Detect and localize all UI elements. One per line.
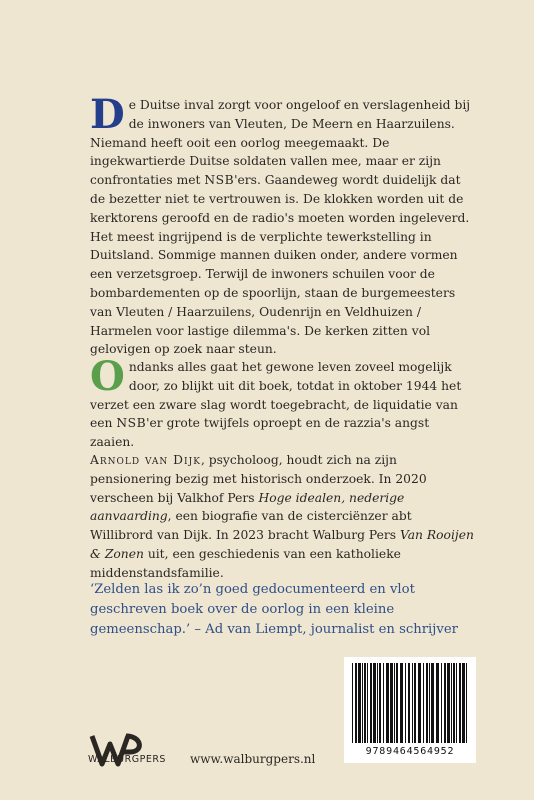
barcode-bar	[383, 663, 384, 743]
book-title-2: Van Rooijen & Zonen	[90, 528, 474, 561]
abbr-nsb: NSB	[204, 173, 235, 188]
barcode-bar	[396, 663, 398, 743]
barcode-bar	[453, 663, 455, 743]
barcode-bar	[379, 663, 381, 743]
bio-text-2: , een biografie van de cisterciënzer abt Willibrord van Dijk. In 2023 bracht Walburg Pers	[90, 509, 412, 543]
abbr-nsb: NSB	[116, 416, 147, 431]
barcode-bar	[466, 663, 467, 743]
barcode-bar	[462, 663, 465, 743]
dropcap-o: O	[90, 353, 125, 400]
barcode-bar	[362, 663, 363, 743]
paragraph-2-text: ndanks alles gaat het gewone leven zoveel mogelijk door, zo blijkt uit dit boek, totdat in oktober 1944 het verzet een zware slag wordt toegebracht, de liquidatie van een	[90, 360, 462, 431]
barcode-bar	[447, 663, 450, 743]
barcode-bar	[418, 663, 421, 743]
barcode-bar	[444, 663, 446, 743]
dropcap-d: D	[90, 91, 125, 138]
barcode-bar	[394, 663, 395, 743]
author-bio	[90, 451, 476, 583]
barcode-bar	[373, 663, 376, 743]
barcode-bar	[358, 663, 361, 743]
author-name: Arnold van Dijk	[90, 453, 201, 467]
barcode-bar	[451, 663, 452, 743]
barcode-bar	[431, 663, 434, 743]
paragraph-2-text-after: 'er grote twijfels oproept en de razzia's angst zaaien.	[90, 416, 430, 450]
paragraph-2	[90, 353, 474, 452]
barcode-bar	[405, 663, 406, 743]
barcode-bar	[456, 663, 457, 743]
barcode-bar	[367, 663, 368, 743]
barcode-bar	[390, 663, 393, 743]
publisher-logo-text: WALBURGPERS	[88, 754, 166, 765]
barcode-bar	[414, 663, 416, 743]
barcode-bars-icon	[344, 661, 476, 747]
barcode-bar	[412, 663, 413, 743]
isbn-barcode	[344, 657, 476, 763]
barcode-bar	[429, 663, 430, 743]
book-title-1: Hoge idealen, nederige aanvaarding	[90, 490, 405, 524]
quote-attribution: – Ad van Liempt, journalist en schrijver	[190, 622, 458, 637]
isbn-number: 9789464564952	[365, 746, 455, 757]
paragraph-1-text-after: 'ers. Gaandeweg wordt duidelijk dat de bezetter niet te vertrouwen is. De klokken worden uit de kerktorens geroofd en de radio's moeten worden ingeleverd. Het meest ingrijpend is de verplichte tewerkstelling in Duitsland. Sommige mannen duiken onder, andere vormen een verzetsgroep. Terwijl de inwoners schuilen voor de bombardementen op de spoorlijn, staan de burgemeesters van Vleuten / Haarzuilens, Oudenrijn en Veldhuizen / Harmelen voor lastige dilemma's. De kerken zitten vol gelovigen op zoek naar steun.	[90, 173, 470, 357]
barcode-bar	[355, 663, 357, 743]
barcode-bar	[408, 663, 410, 743]
paragraph-1	[90, 91, 474, 359]
barcode-bar	[370, 663, 372, 743]
publisher-url[interactable]: www.walburgpers.nl	[190, 752, 316, 766]
review-quote	[90, 580, 476, 640]
barcode-bar	[436, 663, 439, 743]
barcode-bar	[441, 663, 442, 743]
bio-text-3: uit, een geschiedenis van een katholieke middenstandsfamilie.	[90, 546, 401, 580]
barcode-bar	[364, 663, 366, 743]
barcode-bar	[400, 663, 403, 743]
barcode-bar	[377, 663, 378, 743]
barcode-bar	[423, 663, 424, 743]
bio-text-1: , psycholoog, houdt zich na zijn pensionering bezig met historisch onderzoek. In 2020 verscheen bij Valkhof Pers	[90, 453, 427, 505]
quote-text: ‘Zelden las ik zo’n goed gedocumenteerd en vlot geschreven boek over de oorlog in een kleine gemeenschap.’	[90, 582, 415, 637]
walburgpers-logo-icon	[88, 715, 148, 785]
barcode-bar	[459, 663, 461, 743]
paragraph-1-text: e Duitse inval zorgt voor ongeloof en verslagenheid bij de inwoners van Vleuten, De Meern en Haarzuilens. Niemand heeft ooit een oorlog meegemaakt. De ingekwartierde Duitse soldaten vallen mee, maar er zijn confrontaties met	[90, 98, 471, 188]
barcode-bar	[426, 663, 428, 743]
barcode-bar	[352, 663, 353, 743]
barcode-bar	[386, 663, 389, 743]
